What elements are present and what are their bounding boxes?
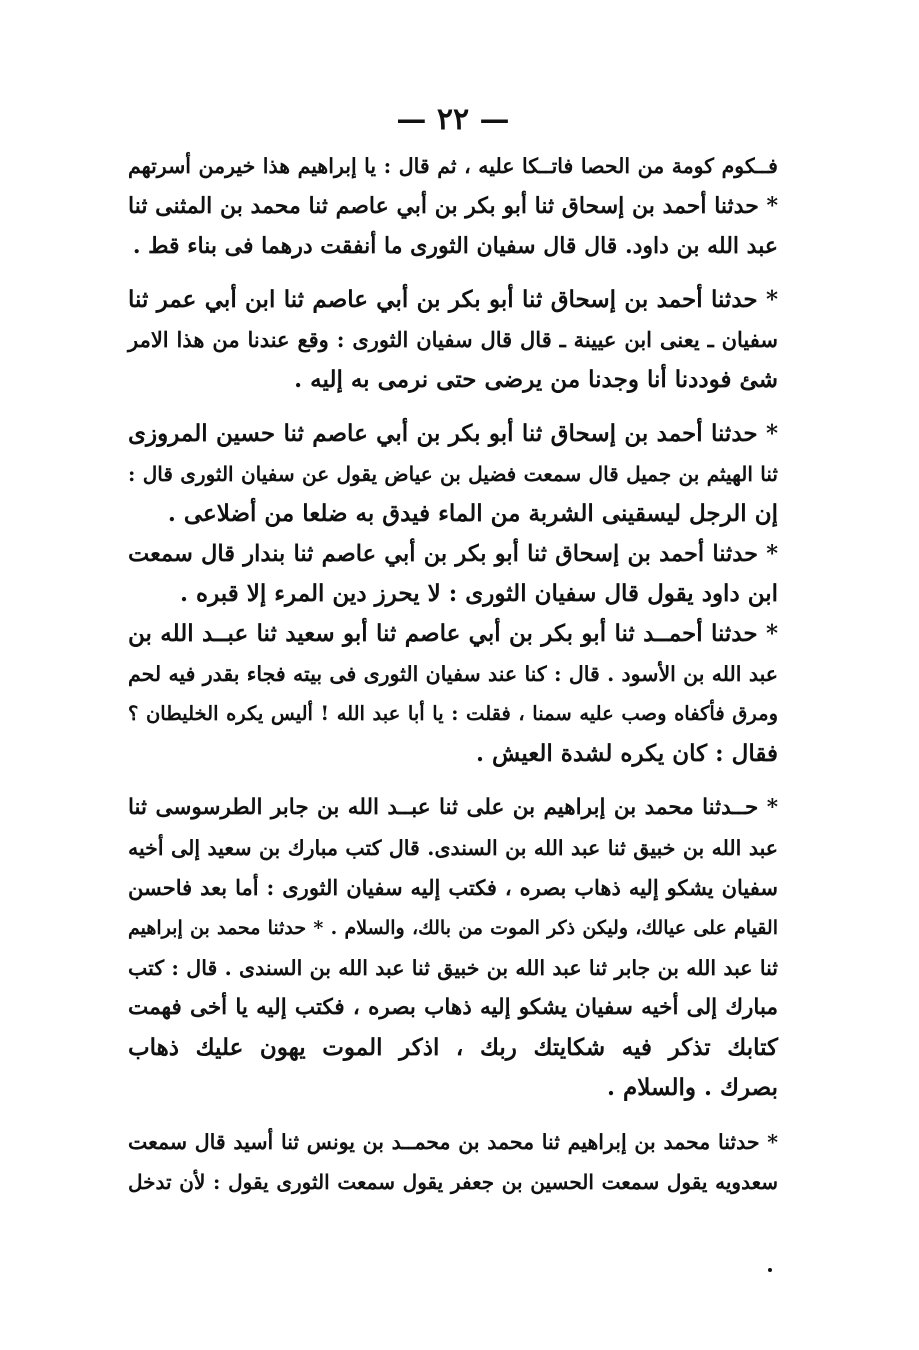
text-line: سفيان يشكو إليه ذهاب بصره ، فكتب إليه سفيان الثورى : أما بعد فاحسن	[128, 875, 778, 900]
paragraph-gap	[128, 1108, 778, 1122]
text-line: سعدويه يقول سمعت الحسين بن جعفر يقول سمعت الثورى يقول : لأن تدخل	[128, 1170, 778, 1194]
paragraph-2	[128, 280, 778, 400]
text-line: سفيان ـ يعنى ابن عيينة ـ قال قال سفيان الثورى : وقع عندنا من هذا الامر	[128, 327, 778, 352]
paragraph-gap	[128, 266, 778, 280]
text-line: مبارك إلى أخيه سفيان يشكو إليه ذهاب بصره ، فكتب إليه يا أخى فهمت	[128, 995, 778, 1020]
text-line: ابن داود يقول قال سفيان الثورى : لا يحرز دين المرء إلا قبره .	[180, 580, 778, 607]
text-line: * حدثنا أحمد بن إسحاق ثنا أبو بكر بن أبي عاصم ثنا محمد بن المثنى ثنا	[128, 193, 778, 219]
paragraph-6	[128, 788, 778, 1108]
text-line: ثنا الهيثم بن جميل قال سمعت فضيل بن عياض يقول عن سفيان الثورى قال :	[128, 462, 778, 486]
stray-ink-dot	[768, 1268, 772, 1272]
text-line: عبد الله بن الأسود . قال : كنا عند سفيان الثورى فى بيته فجاء بقدر فيه لحم	[128, 662, 778, 686]
paragraph-gap	[128, 774, 778, 788]
text-line: * حدثنا أحمد بن إسحاق ثنا أبو بكر بن أبي عاصم ثنا بندار قال سمعت	[128, 541, 778, 567]
text-line: فــكوم كومة من الحصا فاتــكا عليه ، ثم قال : يا إبراهيم هذا خيرمن أسرتهم	[128, 154, 778, 178]
text-line: شئ فوددنا أنا وجدنا من يرضى حتى نرمى به إليه .	[294, 366, 778, 393]
paragraph-4	[128, 534, 778, 614]
paragraph-1	[128, 146, 778, 266]
text-line: عبد الله بن خبيق ثنا عبد الله بن السندى. قال كتب مبارك بن سعيد إلى أخيه	[128, 836, 778, 860]
page-number: — ٢٢ —	[396, 102, 510, 137]
book-page	[128, 100, 778, 1202]
text-line: ثنا عبد الله بن جابر ثنا عبد الله بن خبيق ثنا عبد الله بن السندى . قال : كتب	[128, 956, 778, 980]
text-line: القيام على عيالك، وليكن ذكر الموت من بالك، والسلام . * حدثنا محمد بن إبراهيم	[128, 917, 778, 939]
paragraph-5	[128, 614, 778, 774]
text-line: * حــدثنا محمد بن إبراهيم بن على ثنا عبــد الله بن جابر الطرسوسى ثنا	[128, 795, 778, 820]
text-line: * حدثنا أحمد بن إسحاق ثنا أبو بكر بن أبي عاصم ثنا ابن أبي عمر ثنا	[128, 286, 778, 313]
text-line: ومرق فأكفاه وصب عليه سمنا ، فقلت : يا أبا عبد الله ! أليس يكره الخليطان ؟	[128, 702, 778, 725]
text-line: فقال : كان يكره لشدة العيش .	[476, 740, 778, 767]
paragraph-7	[128, 1122, 778, 1202]
text-line: * حدثنا محمد بن إبراهيم ثنا محمد بن محمــد بن يونس ثنا أسيد قال سمعت	[128, 1130, 778, 1154]
text-line: إن الرجل ليسقينى الشربة من الماء فيدق به ضلعا من أضلاعى .	[167, 500, 778, 527]
text-line: بصرك . والسلام .	[606, 1074, 778, 1101]
paragraph-gap	[128, 400, 778, 414]
text-line: * حدثنا أحمد بن إسحاق ثنا أبو بكر بن أبي عاصم ثنا حسين المروزى	[128, 420, 778, 447]
text-line: * حدثنا أحمــد ثنا أبو بكر بن أبي عاصم ثنا أبو سعيد ثنا عبــد الله بن	[128, 620, 778, 647]
text-line: عبد الله بن داود. قال قال سفيان الثورى ما أنفقت درهما فى بناء قط .	[132, 233, 778, 259]
text-line: كتابك تذكر فيه شكايتك ربك ، اذكر الموت يهون عليك ذهاب	[128, 1034, 778, 1061]
paragraph-3	[128, 414, 778, 534]
